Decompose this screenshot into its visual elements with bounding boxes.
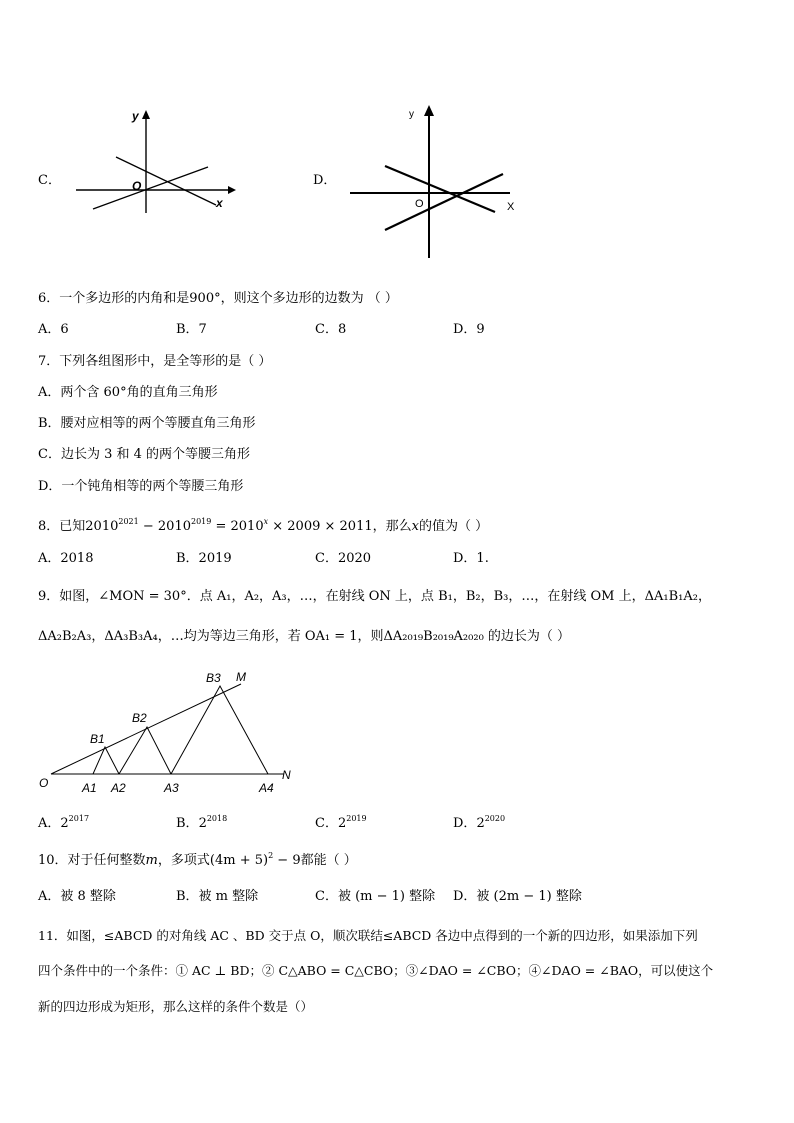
- figure-option-c: [68, 105, 238, 215]
- q7-option-c: C．边长为 3 和 4 的两个等腰三角形: [38, 447, 251, 462]
- fig9-label-b2: B2: [132, 711, 147, 725]
- fig-d-x-label: X: [507, 201, 515, 213]
- fig9-label-a4: A4: [259, 781, 274, 795]
- q11-stem-line2: 四个条件中的一个条件：① AC ⊥ BD；② C△ABO = C△CBO；③∠DAO = ∠CBO；④∠DAO = ∠BAO，可以使这个: [38, 963, 714, 978]
- fig-d-y-label: y: [409, 109, 414, 120]
- q9-option-a: A．$2^{2017}$: [38, 814, 90, 831]
- q10-option-d: D．被 (2m − 1) 整除: [453, 889, 582, 904]
- q11-stem-line3: 新的四边形成为矩形，那么这样的条件个数是（）: [38, 999, 314, 1014]
- q11-stem-line1: 11．如图，≤ABCD 的对角线 AC 、BD 交于点 O，顺次联结≤ABCD 各边中点得到的一个新的四边形，如果添加下列: [38, 928, 698, 943]
- fig-c-origin-label: O: [132, 179, 142, 193]
- q6-stem: 6．一个多边形的内角和是900°，则这个多边形的边数为 （ ）: [38, 291, 398, 306]
- option-c-label: C．: [38, 173, 61, 188]
- q10-stem: 10．对于任何整数m，多项式$(4m + 5)^2 - 9$都能（ ）: [38, 851, 357, 868]
- option-d-label: D．: [313, 173, 337, 188]
- q8-option-c: C．2020: [315, 551, 372, 566]
- q6-option-b: B．7: [176, 322, 207, 337]
- q6-option-d: D．9: [453, 322, 485, 337]
- fig9-label-a1: A1: [82, 781, 97, 795]
- q9-option-d: D．$2^{2020}$: [453, 814, 506, 831]
- figure-q9-triangles: [36, 664, 306, 799]
- q9-stem-line2: ΔA₂B₂A₃，ΔA₃B₃A₄，…均为等边三角形，若 OA₁ = 1，则ΔA₂₀₁₉B₂₀₁₉A₂₀₂₀ 的边长为（ ）: [38, 629, 571, 644]
- fig-d-origin-label: O: [415, 198, 424, 210]
- fig9-label-m: M: [236, 670, 246, 684]
- q8-stem: 8．已知$2010^{2021} - 2010^{2019} = 2010^x \times 2009 \times 2011$，那么x的值为（ ）: [38, 517, 489, 534]
- q8-option-a: A．2018: [38, 551, 94, 566]
- q8-option-d: D．1.: [453, 551, 489, 566]
- q7-option-a: A．两个含 60°角的直角三角形: [38, 385, 218, 400]
- q9-option-c: C．$2^{2019}$: [315, 814, 367, 831]
- q7-stem: 7．下列各组图形中，是全等形的是（ ）: [38, 354, 272, 369]
- fig9-label-b3: B3: [206, 671, 221, 685]
- q10-option-a: A．被 8 整除: [38, 889, 116, 904]
- fig9-label-a2: A2: [111, 781, 126, 795]
- fig9-label-o: O: [39, 776, 49, 790]
- q6-option-c: C．8: [315, 322, 347, 337]
- figure-option-d: [345, 100, 530, 260]
- q7-option-d: D．一个钝角相等的两个等腰三角形: [38, 479, 244, 494]
- fig-c-y-label: y: [132, 109, 139, 123]
- q9-option-b: B．$2^{2018}$: [176, 814, 228, 831]
- q10-option-c: C．被 (m − 1) 整除: [315, 889, 436, 904]
- fig9-label-a3: A3: [164, 781, 179, 795]
- q10-option-b: B．被 m 整除: [176, 889, 259, 904]
- q8-option-b: B．2019: [176, 551, 232, 566]
- fig9-label-b1: B1: [90, 732, 105, 746]
- q9-stem-line1: 9．如图，∠MON = 30°．点 A₁，A₂，A₃，…，在射线 ON 上，点 B₁，B₂，B₃，…，在射线 OM 上，ΔA₁B₁A₂，: [38, 589, 711, 604]
- q6-option-a: A．6: [38, 322, 69, 337]
- fig9-label-n: N: [282, 768, 291, 782]
- q7-option-b: B．腰对应相等的两个等腰直角三角形: [38, 416, 256, 431]
- fig-c-x-label: x: [216, 196, 223, 210]
